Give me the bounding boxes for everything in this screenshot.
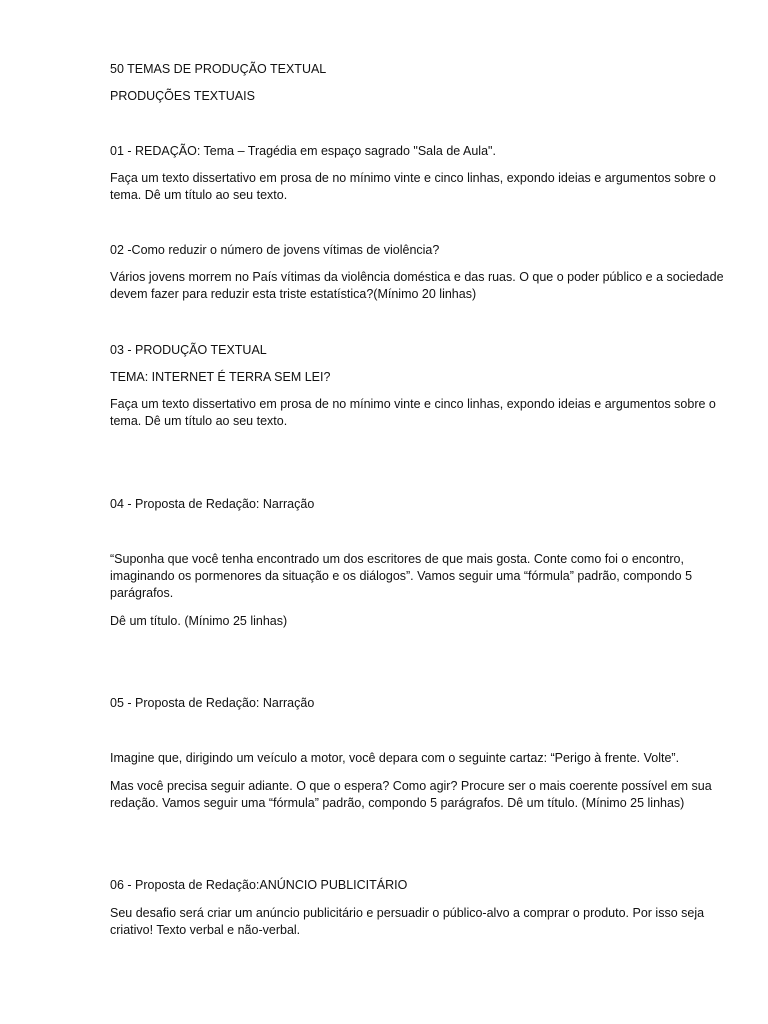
section-06-paragraph: Seu desafio será criar um anúncio publicitário e persuadir o público-alvo a comprar o produto. Por isso seja criativo! Texto verbal e não-verbal. (110, 906, 705, 937)
section-03-heading: 03 - PRODUÇÃO TEXTUAL (110, 343, 267, 357)
document-subtitle: PRODUÇÕES TEXTUAIS (110, 89, 255, 103)
section-03-theme: TEMA: INTERNET É TERRA SEM LEI? (110, 370, 331, 384)
section-05-paragraph-1: Imagine que, dirigindo um veículo a motor, você depara com o seguinte cartaz: “Perigo à frente. Volte”. (110, 751, 680, 765)
section-01-heading: 01 - REDAÇÃO: Tema – Tragédia em espaço sagrado "Sala de Aula". (110, 144, 496, 158)
section-04-paragraph: “Suponha que você tenha encontrado um dos escritores de que mais gosta. Conte como foi o encontro, imaginando os pormenores da situação e os diálogos”. Vamos seguir uma “fórmula” padrão, compondo 5 parágrafos. (110, 552, 693, 600)
document-title: 50 TEMAS DE PRODUÇÃO TEXTUAL (110, 62, 327, 76)
section-04-title-note: Dê um título. (Mínimo 25 linhas) (110, 614, 288, 628)
section-03-paragraph: Faça um texto dissertativo em prosa de no mínimo vinte e cinco linhas, expondo ideias e argumentos sobre o tema. Dê um título ao seu texto. (110, 397, 716, 428)
section-05-paragraph-2: Mas você precisa seguir adiante. O que o espera? Como agir? Procure ser o mais coerente possível em sua redação. Vamos seguir uma “fórmula” padrão, compondo 5 parágrafos. Dê um título. (Mínimo 25 linhas) (110, 779, 712, 810)
section-01-paragraph: Faça um texto dissertativo em prosa de no mínimo vinte e cinco linhas, expondo ideias e argumentos sobre o tema. Dê um título ao seu texto. (110, 171, 716, 202)
section-06-heading: 06 - Proposta de Redação:ANÚNCIO PUBLICITÁRIO (110, 878, 408, 892)
section-05-heading: 05 - Proposta de Redação: Narração (110, 696, 315, 710)
section-02-paragraph: Vários jovens morrem no País vítimas da violência doméstica e das ruas. O que o poder público e a sociedade devem fazer para reduzir esta triste estatística?(Mínimo 20 linhas) (110, 270, 724, 301)
section-02-heading: 02 -Como reduzir o número de jovens vítimas de violência? (110, 243, 440, 257)
section-04-heading: 04 - Proposta de Redação: Narração (110, 497, 315, 511)
